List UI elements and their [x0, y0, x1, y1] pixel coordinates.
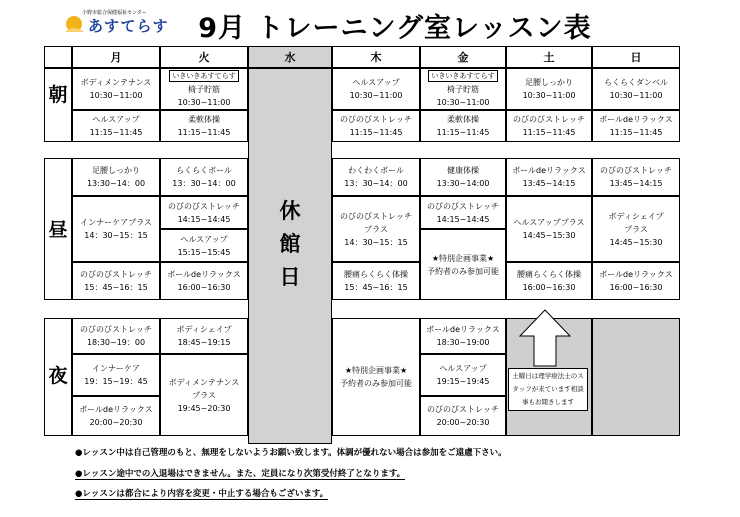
lesson-name: ボールdeリラックス: [599, 115, 673, 124]
lesson-name: ボディメンテナンス: [80, 78, 152, 87]
lesson-cell: [332, 196, 420, 262]
lesson-time: 18:45~19:15: [177, 338, 231, 347]
lesson-cell: [506, 262, 592, 300]
lesson-name-line2: プラス: [624, 224, 648, 234]
lesson-cell: [72, 68, 160, 110]
special-event-cell: [332, 318, 420, 436]
lesson-time: 11:15~11:45: [522, 128, 576, 137]
lesson-name: ボールdeリラックス: [79, 405, 153, 414]
lesson-time: 15：45~16：15: [344, 283, 408, 292]
lesson-name-line2: プラス: [364, 224, 388, 234]
lesson-cell: [72, 158, 160, 196]
lesson-cell: [160, 318, 248, 354]
lesson-time: 20:00~20:30: [436, 418, 490, 427]
lesson-time: 11:15~11:45: [349, 128, 403, 137]
day-header-tue: 火: [160, 46, 248, 68]
lesson-name: 椅子貯筋: [447, 84, 479, 94]
special-event-title: ★特別企画事業★: [431, 253, 495, 263]
lesson-cell: [420, 396, 506, 436]
lesson-name: のびのびストレッチ: [427, 405, 499, 414]
lesson-time: 13:45~14:15: [609, 179, 663, 188]
lesson-name: ボールdeリラックス: [426, 325, 500, 334]
lesson-cell: [420, 196, 506, 229]
lesson-cell: [420, 110, 506, 142]
lesson-time: 20:00~20:30: [89, 418, 143, 427]
lesson-name: のびのびストレッチ: [427, 201, 499, 211]
lesson-time: 11:15~11:45: [609, 128, 663, 137]
lesson-cell: [332, 262, 420, 300]
special-event-note: 予約者のみ参加可能: [427, 266, 499, 276]
lesson-name: インナーケア: [92, 364, 140, 373]
lesson-cell: [72, 262, 160, 300]
closed-char: 休: [279, 199, 301, 223]
lesson-cell: [506, 158, 592, 196]
lesson-time: 11:15~11:45: [177, 128, 231, 137]
day-header-fri: 金: [420, 46, 506, 68]
lesson-cell: [160, 354, 248, 436]
lesson-time: 13:45~14:15: [522, 179, 576, 188]
lesson-time: 11:15~11:45: [89, 128, 143, 137]
lesson-time: 16:00~16:30: [177, 283, 231, 292]
lesson-name: のびのびストレッチ: [168, 201, 240, 211]
lesson-time: 10:30~11:00: [522, 91, 576, 100]
lesson-cell: [506, 196, 592, 262]
lesson-time: 13:30~14：00: [86, 179, 146, 188]
row-label-morning: 朝: [48, 83, 68, 106]
up-arrow-icon: [518, 308, 572, 368]
lesson-name: のびのびストレッチ: [80, 270, 152, 279]
lesson-cell: [160, 262, 248, 300]
lesson-name: 柔軟体操: [447, 115, 479, 124]
lesson-name: わくわくボール: [348, 166, 404, 175]
corner-header: [44, 46, 72, 68]
lesson-cell: [332, 68, 420, 110]
lesson-time: 14：30~15：15: [344, 237, 408, 247]
lesson-cell: [160, 110, 248, 142]
sunday-night-empty: [592, 318, 680, 436]
lesson-cell: [160, 229, 248, 262]
lesson-time: 14：30~15：15: [84, 231, 148, 240]
lesson-cell: [592, 158, 680, 196]
lesson-name: らくらくボール: [176, 166, 232, 175]
lesson-name: のびのびストレッチ: [340, 115, 412, 124]
lesson-cell: [506, 110, 592, 142]
logo-name: あすてらす: [88, 17, 169, 35]
note-2: [75, 467, 405, 479]
lesson-time: 18:30~19:00: [436, 338, 490, 347]
lesson-cell: [592, 262, 680, 300]
lesson-cell: [72, 354, 160, 396]
lesson-time: 14:45~15:30: [609, 237, 663, 247]
lesson-name: ヘルスアップ: [92, 115, 140, 124]
lesson-name: 腰痛らくらく体操: [344, 270, 408, 279]
lesson-name: インナーケアプラス: [80, 218, 152, 227]
special-event-cell: [420, 229, 506, 300]
page-title: 9月 トレーニング室レッスン表: [198, 13, 592, 44]
lesson-name: のびのびストレッチ: [513, 115, 585, 124]
lesson-name: 足腰しっかり: [525, 78, 573, 87]
special-event-title: ★特別企画事業★: [344, 366, 408, 375]
lesson-time: 15：45~16：15: [84, 283, 148, 292]
day-header-wed: 水: [248, 46, 332, 68]
closed-day-label: [248, 195, 332, 294]
logo-subtitle: 小野市総合保健福祉センター: [82, 10, 147, 16]
lesson-name: らくらくダンベル: [603, 78, 669, 87]
day-header-mon: 月: [72, 46, 160, 68]
day-header-sun: 日: [592, 46, 680, 68]
lesson-name: ヘルスアップ: [352, 78, 400, 87]
note-3: [75, 487, 328, 499]
note-3-text: ●レッスンは都合により内容を変更・中止する場合もございます。: [75, 489, 329, 499]
lesson-time: 10:30~11:00: [436, 97, 490, 107]
lesson-name: のびのびストレッチ: [80, 325, 152, 334]
lesson-time: 10:30~11:00: [609, 91, 663, 100]
lesson-cell: [506, 68, 592, 110]
row-label-night: 夜: [48, 364, 68, 387]
lesson-time: 16:00~16:30: [522, 283, 576, 292]
lesson-cell: [592, 196, 680, 262]
lesson-cell: [420, 68, 506, 110]
lesson-name: ボディシェイプ: [608, 211, 664, 221]
lesson-name-line2: プラス: [192, 390, 216, 400]
lesson-cell: [592, 68, 680, 110]
lesson-time: 13：30~14：00: [344, 179, 408, 188]
lesson-time: 13：30~14：00: [172, 179, 236, 188]
lesson-name: のびのびストレッチ: [600, 166, 672, 175]
lesson-name: 健康体操: [447, 166, 479, 175]
lesson-time: 19:45~20:30: [177, 403, 231, 413]
lesson-time: 18:30~19：00: [86, 338, 146, 347]
lesson-name: 椅子貯筋: [188, 84, 220, 94]
lesson-cell: [332, 110, 420, 142]
note-1: ●レッスン中は自己管理のもと、無理をしないようお願い致します。体調が優れない場合は参加をご遠慮下さい。: [75, 448, 507, 458]
lesson-time: 14:45~15:30: [522, 231, 576, 240]
lesson-time: 10:30~11:00: [349, 91, 403, 100]
lesson-time: 19：15~19：45: [84, 377, 148, 386]
lesson-cell: [72, 318, 160, 354]
special-event-note: 予約者のみ参加可能: [340, 379, 412, 388]
row-label-noon: 昼: [48, 218, 68, 241]
lesson-cell: [420, 318, 506, 354]
lesson-time: 13:30~14:00: [436, 179, 490, 188]
program-tag: いきいきあすてらす: [169, 70, 238, 82]
lesson-cell: [160, 158, 248, 196]
lesson-name: ヘルスアップ: [180, 234, 228, 244]
lesson-cell: [420, 354, 506, 396]
lesson-name: ヘルスアップ: [439, 364, 487, 373]
lesson-cell: [332, 158, 420, 196]
saturday-note: 土曜日は理学療法士のスタッフが来ています相談事もお聞きします: [508, 368, 588, 411]
closed-char: 日: [279, 265, 301, 289]
lesson-cell: [420, 158, 506, 196]
lesson-name: 足腰しっかり: [92, 166, 140, 175]
lesson-time: 11:15~11:45: [436, 128, 490, 137]
closed-char: 館: [279, 232, 301, 256]
day-header-sat: 土: [506, 46, 592, 68]
lesson-cell: [72, 110, 160, 142]
lesson-name: ボディメンテナンス: [168, 377, 240, 387]
lesson-name: のびのびストレッチ: [340, 211, 412, 221]
lesson-cell: [160, 68, 248, 110]
lesson-cell: [72, 396, 160, 436]
lesson-time: 14:15~14:45: [177, 214, 231, 224]
lesson-time: 10:30~11:00: [89, 91, 143, 100]
day-header-thu: 木: [332, 46, 420, 68]
lesson-time: 16:00~16:30: [609, 283, 663, 292]
lesson-name: ボールdeリラックス: [167, 270, 241, 279]
lesson-cell: [72, 196, 160, 262]
lesson-time: 19:15~19:45: [436, 377, 490, 386]
lesson-name: ヘルスアッププラス: [513, 218, 585, 227]
lesson-name: ボールdeリラックス: [512, 166, 586, 175]
lesson-cell: [160, 196, 248, 229]
lesson-time: 14:15~14:45: [436, 214, 490, 224]
lesson-cell: [592, 110, 680, 142]
lesson-name: ボールdeリラックス: [599, 270, 673, 279]
lesson-name: 柔軟体操: [188, 115, 220, 124]
lesson-name: ボディシェイプ: [176, 325, 232, 334]
program-tag: いきいきあすてらす: [428, 70, 497, 82]
lesson-time: 15:15~15:45: [177, 247, 231, 257]
note-2-text: ●レッスン途中での入退場はできません。また、定員になり次第受付終了となります。: [75, 469, 406, 479]
lesson-time: 10:30~11:00: [177, 97, 231, 107]
lesson-name: 腰痛らくらく体操: [517, 270, 581, 279]
